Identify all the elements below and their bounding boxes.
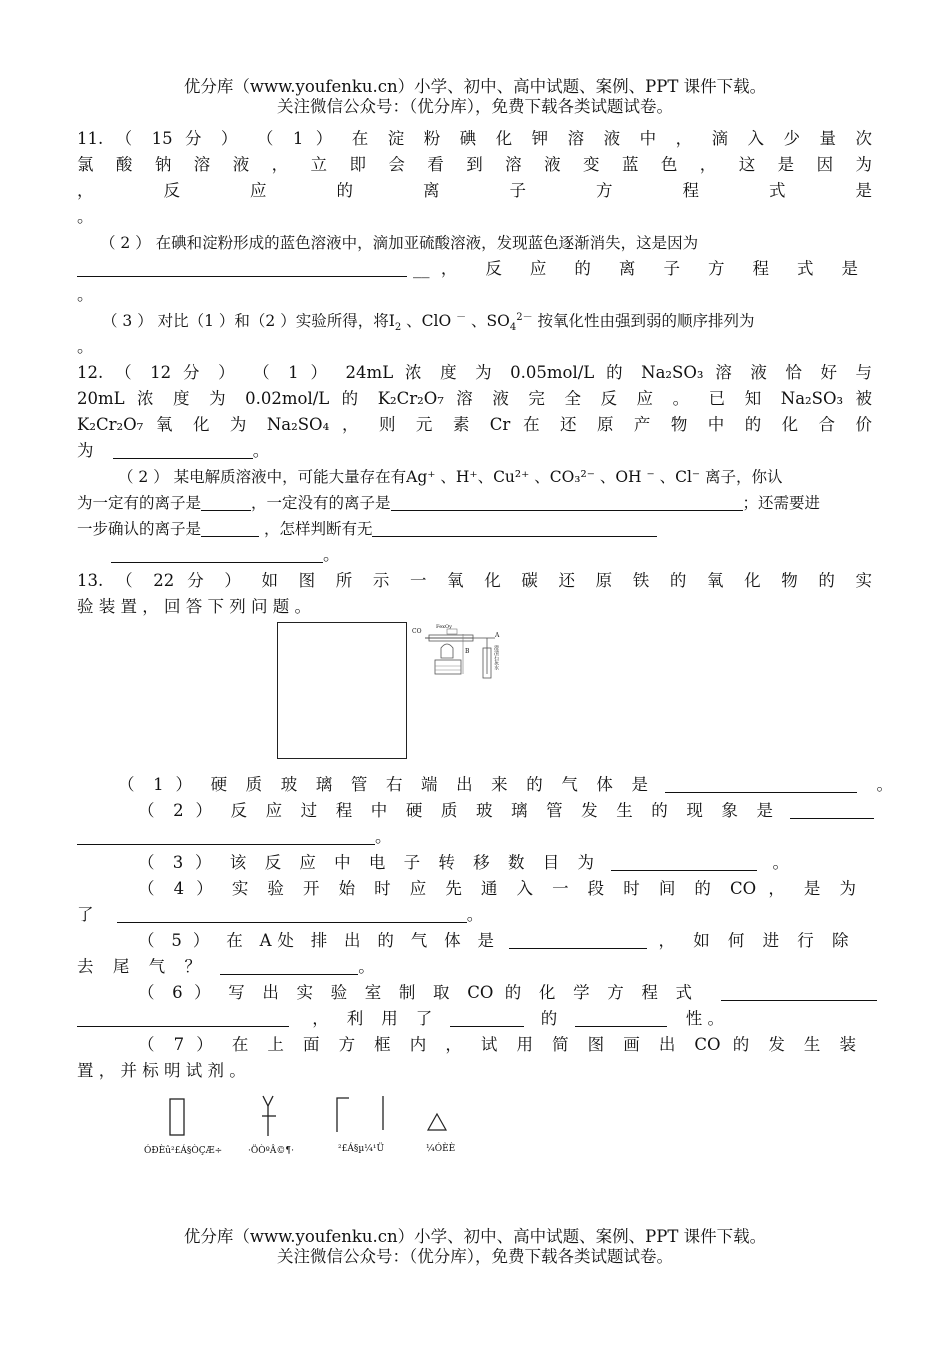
q13-sub6-blank-4[interactable] xyxy=(575,1008,667,1027)
header-line-1: 优分库（www.youfenku.cn）小学、初中、高中试题、案例、PPT 课件下载。 xyxy=(183,77,767,96)
separatory-funnel-icon xyxy=(256,1094,282,1140)
q13-sub2-row-2: 。 xyxy=(77,824,872,850)
apparatus-label-fe: FexOy xyxy=(436,624,452,630)
q11-part2-answer-row xyxy=(77,256,872,282)
q13-sub6-blank[interactable] xyxy=(721,982,877,1001)
stoppered-flask-icon xyxy=(168,1096,188,1140)
q12-valence-blank[interactable] xyxy=(113,440,253,459)
q13-sub5-row: （ 5 ） 在 A处 排 出 的 气 体 是 ， 如 何 进 行 除 xyxy=(138,931,849,950)
q13-sub2-blank[interactable] xyxy=(790,800,874,819)
q12-line-3: K₂Cr₂O₇ 氧 化 为 Na₂SO₄ ， 则 元 素 Cr 在 还 原 产 物 中 的 化 合 价 xyxy=(77,415,872,434)
q11-part2-blank[interactable] xyxy=(77,258,407,277)
q13-line-2: 验 装 置 ， 回 答 下 列 问 题 。 xyxy=(77,597,311,616)
q13-sub2-blank-2[interactable] xyxy=(77,826,375,845)
symbol-label-heat: ¼ÓÈÈ xyxy=(426,1144,456,1154)
q13-line-1: 13. （ 22 分 ） 如 图 所 示 一 氧 化 碳 还 原 铁 的 氧 化 物 的 实 xyxy=(77,571,872,590)
q13-sub4-row: （ 4 ） 实 验 开 始 时 应 先 通 入 一 段 时 间 的 CO ， 是 为 xyxy=(138,879,856,898)
q13-sub2-row: （ 2 ） 反 应 过 程 中 硬 质 玻 璃 管 发 生 的 现 象 是 xyxy=(138,798,873,824)
glass-tube-icon xyxy=(333,1094,389,1136)
apparatus-label-limewater: 澄清石灰水 xyxy=(493,645,499,670)
symbol-label-flask: ÓÐÈû²£Á§ÒÇÆ÷ xyxy=(144,1146,223,1156)
apparatus-label-b: B xyxy=(465,648,470,655)
apparatus-label-a: A xyxy=(495,632,500,639)
q11-part2-text: （ 2 ） 在碘和淀粉形成的蓝色溶液中，滴加亚硫酸溶液，发现蓝色逐渐消失，这是因为 xyxy=(100,234,699,252)
footer-line-1: 优分库（www.youfenku.cn）小学、初中、高中试题、案例、PPT 课件下载。 xyxy=(183,1227,767,1246)
q11-part3-post: 按氧化性由强到弱的顺序排列为 xyxy=(532,312,755,330)
q13-sub6-row-2: ， 利 用 了 的 性 。 xyxy=(77,1006,872,1032)
footer-line-2: 关注微信公众号：（优分库），免费下载各类试题试卷。 xyxy=(277,1247,673,1266)
q11-part2-tail: __， 反 应 的 离 子 方 程 式 是 xyxy=(413,259,858,278)
q11-line-2: 氯 酸 钠 溶 液 ， 立 即 会 看 到 溶 液 变 蓝 色 ， 这 是 因 为 xyxy=(77,155,872,174)
q12-uncertain-ion-blank[interactable] xyxy=(201,518,259,537)
q11-part3-pre: （ 3 ） 对比（1 ）和（2 ）实验所得，将I xyxy=(102,312,395,330)
q13-sub5-blank-2[interactable] xyxy=(220,956,358,975)
q11-part2-end: 。 xyxy=(77,285,94,304)
q13-sub7-row-2: 置 ， 并 标 明 试 剂 。 xyxy=(77,1061,246,1080)
q12-method-blank[interactable] xyxy=(372,518,657,537)
q12-method-blank-2[interactable] xyxy=(111,544,323,563)
q13-sub3-blank[interactable] xyxy=(611,852,757,871)
q12-line-1: 12. （ 12 分 ） （ 1 ） 24mL 浓 度 为 0.05mol/L 的 Na₂SO₃ 溶 液 恰 好 与 xyxy=(77,363,872,382)
q13-sub1-blank[interactable] xyxy=(665,774,857,793)
q11-line-3: ， 反 应 的 离 子 方 程 式 是 xyxy=(77,181,872,200)
symbol-label-tube: ²£Á§µ¼¹Ü xyxy=(338,1144,385,1154)
q11-line-4: 。 xyxy=(77,207,94,226)
apparatus-label-co: CO xyxy=(412,628,422,635)
q13-sub6-row: （ 6 ） 写 出 实 验 室 制 取 CO 的 化 学 方 程 式 xyxy=(138,980,873,1006)
q12-part2-line-2: 为一定有的离子是 ，一定没有的离子是 ；还需要进 xyxy=(77,494,821,512)
q13-sub1-row: （ 1 ） 硬 质 玻 璃 管 右 端 出 来 的 气 体 是 。 xyxy=(118,775,893,794)
heating-triangle-icon xyxy=(426,1112,448,1132)
co-generator-drawing-box[interactable] xyxy=(277,622,407,759)
co-reduction-apparatus-figure xyxy=(413,624,503,684)
header-line-2: 关注微信公众号：（优分库），免费下载各类试题试卷。 xyxy=(277,97,673,116)
q12-line-4: 为 。 xyxy=(77,441,270,460)
q13-sub5-blank[interactable] xyxy=(509,930,647,949)
q12-part2-line-3: 一步确认的离子是 ，怎样判断有无 xyxy=(77,516,872,542)
q11-line-1: 11. （ 15 分 ） （ 1 ） 在 淀 粉 碘 化 钾 溶 液 中 ， 滴 入 少 量 次 xyxy=(77,129,872,148)
q13-sub5-row-2: 去 尾 气 ？ 。 xyxy=(77,957,375,976)
q13-sub7-row: （ 7 ） 在 上 面 方 框 内 ， 试 用 简 图 画 出 CO 的 发 生 装 xyxy=(138,1035,856,1054)
q13-sub4-blank[interactable] xyxy=(117,904,467,923)
q12-certain-ions-blank[interactable] xyxy=(201,492,251,511)
q12-absent-ions-blank[interactable] xyxy=(391,492,743,511)
q13-sub3-row: （ 3 ） 该 反 应 中 电 子 转 移 数 目 为 。 xyxy=(138,853,789,872)
q13-sub4-row-2: 了 。 xyxy=(77,905,484,924)
q13-sub6-blank-3[interactable] xyxy=(450,1008,524,1027)
q11-part3-text: （ 3 ） 对比（1 ）和（2 ）实验所得，将$I_2$ 、ClO － 、$SO_4^{2-}$ 按氧化性由强到弱的顺序排列为 xyxy=(102,311,755,334)
q13-sub6-blank-2[interactable] xyxy=(77,1008,289,1027)
q12-part2-text: （ 2 ） 某电解质溶液中，可能大量存在有Ag⁺ 、H⁺、Cu²⁺ 、CO₃²⁻ 、OH ⁻ 、Cl⁻ 离子，你认 xyxy=(118,468,783,486)
q11-part3-end: 。 xyxy=(77,337,94,356)
symbol-label-funnel: ·ÖÒºÂ©¶· xyxy=(248,1146,294,1156)
q12-line-2: 20mL 浓 度 为 0.02mol/L 的 K₂Cr₂O₇ 溶 液 完 全 反 应 。 已 知 Na₂SO₃ 被 xyxy=(77,389,872,408)
q12-part2-line-4: 。 xyxy=(77,542,872,568)
